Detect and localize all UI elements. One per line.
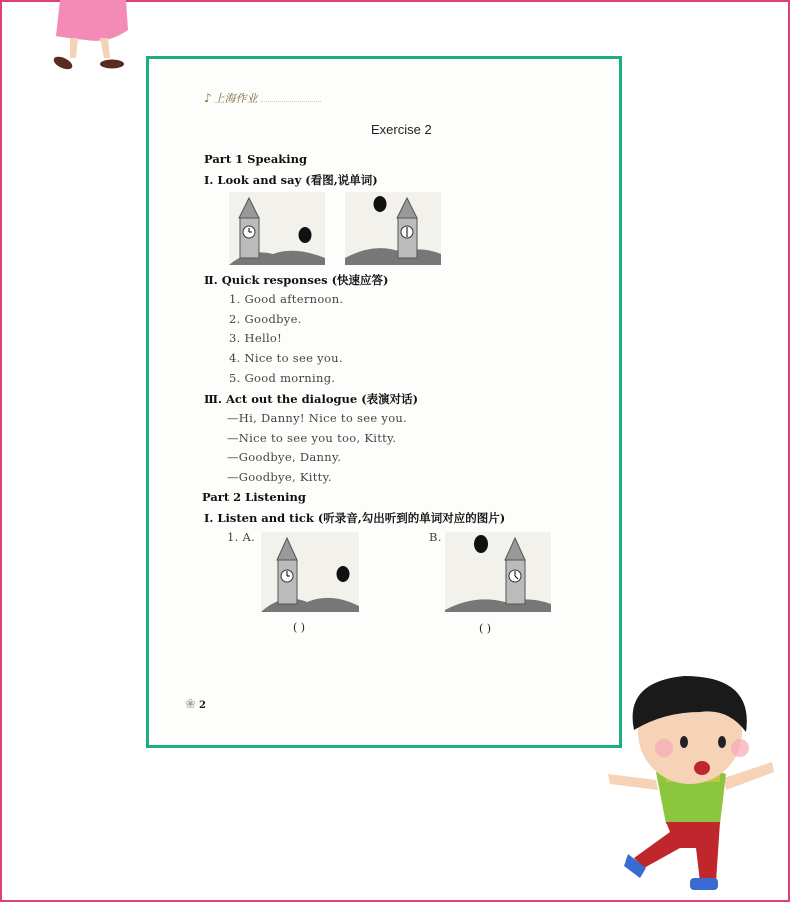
girl-illustration xyxy=(48,0,133,75)
paw-icon: ❀ xyxy=(185,697,196,712)
part1-section1: Ⅰ. Look and say (看图,说单词) xyxy=(204,173,378,187)
header-logo: ♪ 上海作业 xyxy=(204,91,258,105)
part1-section2: Ⅱ. Quick responses (快速应答) xyxy=(204,273,389,287)
sun-picture xyxy=(337,566,350,582)
dialogue-line: —Goodbye, Danny. xyxy=(227,450,342,464)
option-a-picture[interactable] xyxy=(261,532,359,612)
boy-illustration xyxy=(604,672,776,894)
workbook-page xyxy=(146,56,622,748)
option-b-label: B. xyxy=(429,530,442,544)
dialogue-line: —Nice to see you too, Kitty. xyxy=(227,431,397,445)
dialogue-line: —Hi, Danny! Nice to see you. xyxy=(227,411,408,425)
clock-tower-picture xyxy=(345,192,441,265)
response-item: 4. Nice to see you. xyxy=(229,351,343,365)
part2-section1: Ⅰ. Listen and tick (听录音,勾出听到的单词对应的图片) xyxy=(204,511,506,525)
response-item: 1. Good afternoon. xyxy=(229,292,344,306)
clock-tower-picture xyxy=(229,192,325,265)
part2-heading: Part 2 Listening xyxy=(202,490,306,504)
option-b-picture[interactable] xyxy=(445,532,551,612)
answer-blank-a[interactable]: ( ) xyxy=(293,621,306,634)
response-item: 5. Good morning. xyxy=(229,371,336,385)
response-item: 3. Hello! xyxy=(229,331,283,345)
item-label: 1. A. xyxy=(227,530,256,544)
part1-heading: Part 1 Speaking xyxy=(204,152,308,166)
sun-picture xyxy=(299,227,312,243)
logo-icon: ♪ xyxy=(204,91,212,105)
answer-blank-b[interactable]: ( ) xyxy=(479,622,492,635)
header-divider xyxy=(261,101,321,102)
sun-picture xyxy=(474,535,488,553)
sun-picture xyxy=(374,196,387,212)
dialogue-line: —Goodbye, Kitty. xyxy=(227,470,332,484)
page-number: 2 xyxy=(199,700,206,711)
response-item: 2. Goodbye. xyxy=(229,312,302,326)
part1-section3: Ⅲ. Act out the dialogue (表演对话) xyxy=(204,392,419,406)
page-title: Exercise 2 xyxy=(371,122,432,137)
